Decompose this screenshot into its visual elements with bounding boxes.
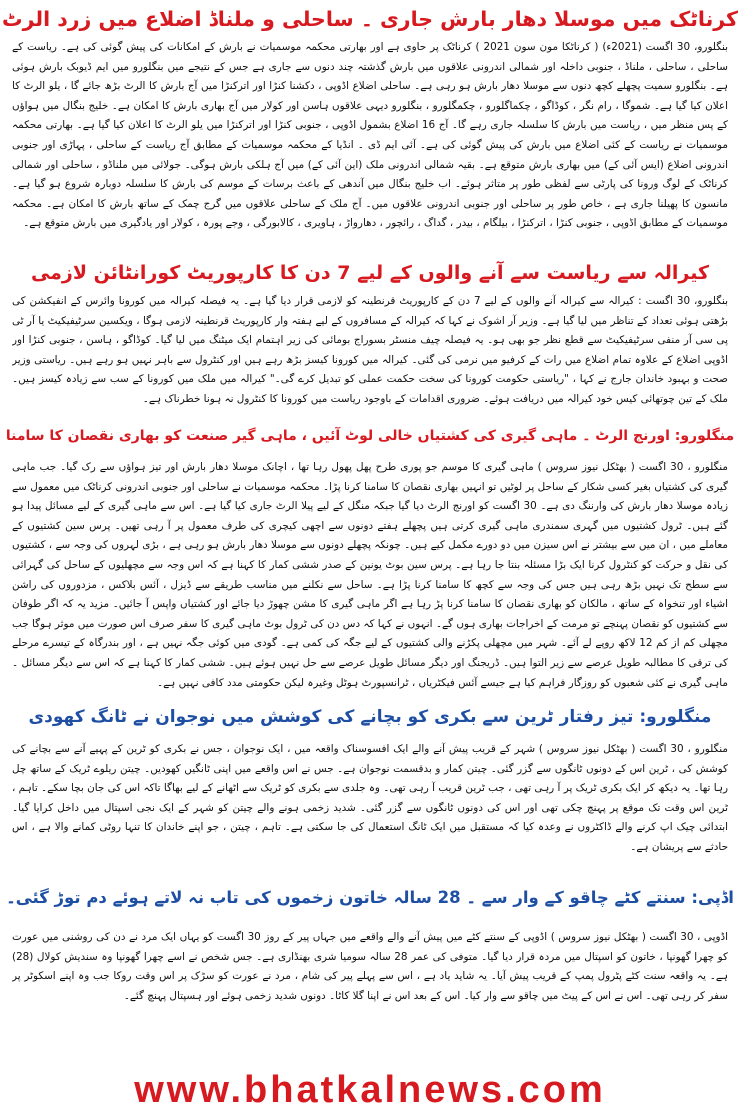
article-body: منگلورو ، 30 اگست ( بھٹکل نیوز سروس ) ماہی گیری کا موسم جو پوری طرح پھل پھول رہا تھا ، اچانک موسلا دھار بارش اور تیز ہواؤں سے رک گیا۔ جب ماہی گیری کی کشتیاں بغیر کسی شکار کے ساحل پر لوٹیں تو انہیں بھاری نقصان کا سامنا کرنا پڑا۔ محکمہ موسمیات نے ساحلی اور جنوبی اندرونی کرناٹک میں معمول سے زیادہ موسلا دھار بارش کی وارننگ دی ہے۔ 30 اگست کو اورنج الرٹ دیا گیا جبکہ منگل کے لیے پیلا الرٹ جاری کیا گیا ہے۔ اس سے ماہی گیری کے لیے مسائل پیدا ہو گئے ہیں۔ ٹرول کشتیوں میں گہری سمندری ماہی گیری کرتی ہیں پچھلے ہفتے دونوں سے اچھی کیچری کی طرف معمول پر آ رہی تھیں۔ پرس سین کشتیوں کے معاملے میں ، ان میں سے بیشتر نے اس سیزن میں دو دورے مکمل کیے ہیں۔ چونکہ پچھلے دونوں سے موسلا دھار بارش ہو رہی ہے ، بڑی لہروں کی وجہ سے ، کشتیوں کی نقل و حرکت کو کنٹرول کرنا ایک بڑا مسئلہ بنتا جا رہا ہے۔ پرس سین بوٹ یونین کے صدر ششی کمار کا کہنا ہے کہ اس وجہ سے مچھلیوں کے ساحل کی گہرائی سے سطح تک نہیں بڑھ رہی ہیں جس کی وجہ سے کچھ کا سامنا کرنا پڑا ہے۔ ساحل سے نکلنے میں مناسب طریقے سے ڈیزل ، آئس بلاکس ، مزدوروں کی راشن اشیاء اور تنخواہ کے ساتھ ، مالکان کو بھاری نقصان کا سامنا کرنا پڑ رہا ہے اگر ماہی گیری کا مشن چھوڑ دیا جائے اور کشتیاں واپس آ جائیں۔ مزید یہ کہ اگر طوفان سے کشتیوں کو نقصان پہنچے تو مرمت کے اخراجات بھاری ہوں گے۔ انہوں نے کہا کہ دس دن کی ٹرول بوٹ ماہی گیری کا سفر صرف اس صورت میں موثر ہوگا جب مچھلی کم از کم 12 لاکھ روپے لے آئے۔ شہر میں مچھلی پکڑنے والی کشتیوں کے لیے جگہ کی کمی ہے۔ گودی میں کوئی جگہ نہیں ہے ، اور بندرگاہ کے تیسرے مرحلے کی ترقی کا مطالبہ طویل عرصے سے زیر التوا ہیں۔ ڈریجنگ اور دیگر مسائل طویل عرصے سے حل نہیں ہوئے ہیں۔ ششی کمار کا کہنا ہے کہ اس سے دیگر مسائل ۔ ماہی گیری نے کئی شعبوں کو روزگار فراہم کیا ہے جیسے آئس فیکٹریاں ، ٹرانسپورٹ ہوٹل وغیرہ لیکن حکومتی مدد کافی نہیں ہے۔ <box>12 461 728 689</box>
article-mangaluru-fishing <box>12 458 728 694</box>
headline-kerala-quarantine: کیرالہ سے ریاست سے آنے والوں کے لیے 7 دن کا کارپوریٹ کورانٹائن لازمی <box>30 262 710 284</box>
article-body: بنگلورو، 30 اگست : کیرالہ سے کیرالہ آنے والوں کے لیے 7 دن کے کارپوریٹ قرنطینہ کو لازمی قرار دیا گیا ہے۔ یہ فیصلہ کیرالہ میں کورونا وائرس کے انفیکشن کی بڑھتی ہوئی تعداد کے تناظر میں لیا گیا ہے۔ وزیر آر اشوک نے کہا کہ کیرالہ کے مسافروں کے لیے ہفتہ وار کارپوریٹ قرنطینہ لازمی ہوگا ، ویکسین سرٹیفیکیٹ یا آر ٹی پی سی آر منفی سرٹیفیکیٹ سے قطع نظر جو بھی ہو۔ یہ فیصلہ چیف منسٹر بسوراج بومائی کی زیر اہتمام ایک میٹنگ میں لیا گیا۔ کوڈاگو ، ہاسن ، جنوبی کنڑا اور اڈوپی اضلاع کے علاوہ تمام اضلاع میں رات کے کرفیو میں نرمی کی گئی۔ کیرالہ میں کورونا کیسز بڑھ رہے ہیں اور کنٹرول سے باہر نہیں ہو رہے ہیں۔ ریاستی وزیر صحت و بہبود خاندان جارج نے کہا ، "ریاستی حکومت کورونا کی سخت حکمت عملی کو تبدیل کرے گی۔" کیرالہ میں ملک میں کورونا کے سب سے زیادہ کیسز ہیں۔ ملک کے تین چوتھائی کیس خود کیرالہ میں دریافت ہوئے۔ ضروری اقدامات کے باوجود ریاست میں کورونا کا کنٹرول نہ ہونا خطرناک ہے۔ <box>12 295 728 405</box>
article-body: بنگلورو، 30 اگست (2021ء) ( کرناٹکا مون سون 2021 ) کرناٹک پر حاوی ہے اور بھارتی محکمہ موسمیات نے بارش کے امکانات کی پیش گوئی کی ہے۔ ریاست کے ساحلی ، ساحلی ، ملناڈ ، جنوبی داخلہ اور شمالی اندرونی علاقوں میں بارش گذشتہ چند دنوں سے جاری ہے جس کے نتیجے میں بنگلورو میں ایم ڈیوبک بارش ہوئی ہے۔ بنگلورو سمیت پچھلے کچھ دنوں سے موسلا دھار بارش ہو رہی ہے۔ ساحلی اضلاع اڈوپی ، دکشنا کنڑا اور اترکنڑا میں آج بارش کا الرٹ بڑھ جائے گا ، یلو الرٹ کا اعلان کیا گیا ہے۔ شموگا ، رام نگر ، کوڈاگو ، چکماگلورو ، چکمگلورو ، بنگلورو دیہی علاقوں ہاسن اور کولار میں آج بھاری بارش کا امکان ہے۔ خلیج بنگال میں ہواؤں کے پس منظر میں ، ریاست میں بارش کا سلسلہ جاری رہے گا۔ آج 16 اضلاع بشمول اڈوپی ، جنوبی کنڑا اور اترکنڑا میں یلو الرٹ کا اعلان کیا گیا ہے۔ بھارتی محکمہ موسمیات نے ریاست کے کئی اضلاع میں بارش کی پیش گوئی کی ہے۔ آئی ایم ڈی ۔ انڈیا کے محکمہ موسمیات کے مطابق آج ریاست کے ساحلی ، پہاڑی اور جنوبی اندرونی اضلاع (ایس آئی کے) میں بھاری بارش متوقع ہے۔ بقیہ شمالی اندرونی ملک (این آئی کے) میں آج ہلکی بارش ہوگی۔ جولائی میں ملناڈو ، ساحلی اور شمالی کرناٹک کے لوگ ورونا کی پارٹی سے لفظی طور پر متاثر ہوئے۔ اب خلیج بنگال میں آندھی کے باعث برسات کے موسم کی بارش کا سلسلہ دوبارہ شروع ہو گیا ہے۔ مانسون کا پھیلنا جاری ہے ، خاص طور پر ساحلی اور جنوبی اندرونی علاقوں میں۔ آج ملک کے ساحلی علاقوں میں گرج چمک کے ساتھ بارش کا امکان ہے۔ محکمہ موسمیات کے مطابق اڈوپی ، جنوبی کنڑا ، اترکنڑا ، بیلگام ، بیدر ، گداگ ، رائچور ، دھارواڑ ، ہاویری ، کالابورگی ، وجے پورہ ، کولار اور یادگیری میں بارش متوقع ہے۔ <box>12 41 728 230</box>
article-karnataka-rain <box>12 38 728 255</box>
headline-mangaluru-fishing: منگلورو: اورنج الرٹ ۔ ماہی گیری کی کشتیاں خالی لوٹ آئیں ، ماہی گیر صنعت کو بھاری نقصان کا سامنا <box>5 428 735 444</box>
article-body: منگلورو ، 30 اگست ( بھٹکل نیوز سروس ) شہر کے قریب پیش آنے والے ایک افسوسناک واقعہ میں ، ایک نوجوان ، جس نے بکری کو ٹرین کے پہیے آنے سے بچانے کی کوشش کی ، ٹرین اس کے دونوں ٹانگوں سے گزر گئی۔ چیتن کمار و بدقسمت نوجوان ہے۔ جس نے اس واقعے میں اپنی ٹانگیں کھودیں۔ چیتن ریلوے ٹریک کے ساتھ چل رہا تھا۔ یہ دیکھ کر ایک بکری ٹریک پر آ رہی تھی ، جب ٹرین قریب آ رہی تھی۔ وہ جلدی سے بکری کو ٹریک سے اٹھانے کے لیے بھاگا تاکہ اس کی جان بچا سکے۔ تاہم ، ٹرین اس وقت تک موقع پر پہنچ چکی تھی اور اس کی دونوں ٹانگوں سے گزر گئی۔ شدید زخمی ہونے والے چیتن کو شہر کے ایک نجی اسپتال میں داخل کرایا گیا۔ ابتدائی چیک اپ کرنے والے ڈاکٹروں نے وعدہ کیا کہ مستقبل میں ایک ٹانگ استعمال کی جا سکتی ہے۔ تاہم ، چیتن ، جو اپنے خاندان کا تنہا روٹی کمانے والا ہے ، اس حادثے سے پریشان ہے۔ <box>12 743 728 853</box>
article-udupi-stabbing <box>12 928 728 1046</box>
headline-karnataka-rain: کرناٹک میں موسلا دھار بارش جاری ۔ ساحلی و ملناڈ اضلاع میں زرد الرٹ <box>2 7 738 31</box>
article-mangaluru-goat <box>12 740 728 858</box>
article-kerala-quarantine <box>12 292 728 411</box>
headline-udupi-stabbing: اڈپی: سنتے کٹے چاقو کے وار سے ۔ 28 سالہ خاتون زخموں کی تاب نہ لاتے ہوئے دم توڑ گئی۔ <box>6 888 734 907</box>
website-footer: www.bhatkalnews.com <box>134 1069 606 1111</box>
headline-mangaluru-goat: منگلورو: تیز رفتار ٹرین سے بکری کو بچانے کی کوشش میں نوجوان نے ٹانگ کھودی <box>28 707 712 727</box>
article-body: اڈوپی ، 30 اگست ( بھٹکل نیوز سروس ) اڈوپی کے سنتے کٹے میں پیش آنے والے واقعے میں جہاں پیر کے روز 30 اگست کو یہاں ایک مرد نے دن کی روشنی میں عورت کو چھرا گھونپا ، خاتون کو اسپتال میں مردہ قرار دیا گیا۔ متوفی کی عمر 28 سالہ سومیا شری بھنڈاری ہے۔ جس شخص نے اسے چھرا گھونپا وہ سندیش کولال (28) ہے۔ یہ واقعہ سنت کٹے پٹرول پمپ کے قریب پیش آیا۔ یہ شاید یاد ہے ، اس سے پہلے پیر کی شام ، مرد نے عورت کو سڑک پر اس وقت روکا جب وہ اپنے اسکوٹر پر سفر کر رہی تھی۔ اس نے اس کے پیٹ میں چاقو سے وار کیا۔ اس کے بعد اس نے اپنا گلا کاٹا۔ دونوں شدید زخمی ہوئے اور ہسپتال پہنچ گئے۔ <box>12 931 728 1002</box>
